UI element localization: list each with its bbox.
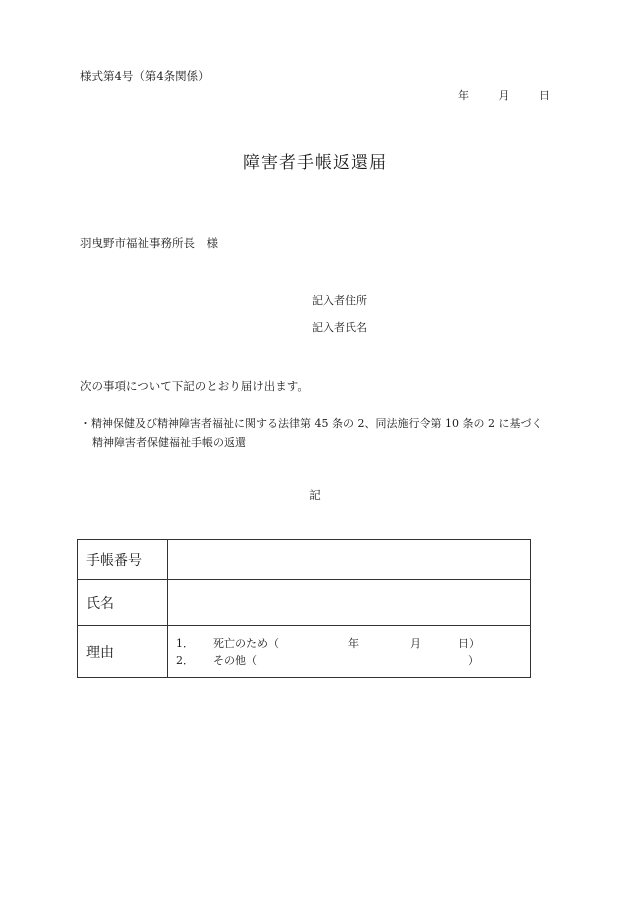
reason-1-number: 1． <box>176 636 194 650</box>
name-field[interactable] <box>168 580 531 626</box>
reason-2-close: ） <box>468 653 479 667</box>
reason-option-death[interactable] <box>168 635 530 652</box>
reason-2-text: その他（ <box>213 653 257 667</box>
reason-field[interactable] <box>168 626 531 678</box>
item-line-1: ・精神保健及び精神障害者福祉に関する法律第 45 条の 2、同法施行令第 10 条の 2 に基づく <box>80 417 543 430</box>
table-row <box>78 626 531 678</box>
item-line-2: 精神障害者保健福祉手帳の返還 <box>92 436 246 449</box>
ki-marker: 記 <box>309 488 321 502</box>
reason-2-number: 2． <box>176 653 194 667</box>
return-form-table <box>77 539 531 678</box>
form-number: 様式第4号（第4条関係） <box>80 69 210 83</box>
reason-label: 理由 <box>78 626 168 678</box>
reporter-address-label: 記入者住所 <box>312 294 367 307</box>
handbook-number-field[interactable] <box>168 540 531 580</box>
date-year: 年 <box>458 89 469 102</box>
date-month: 月 <box>498 89 510 102</box>
reason-1-text: 死亡のため（ <box>213 636 279 650</box>
handbook-number-label: 手帳番号 <box>78 540 168 580</box>
name-label: 氏名 <box>78 580 168 626</box>
reason-option-other[interactable] <box>168 652 530 669</box>
addressee: 羽曳野市福祉事務所長 様 <box>80 236 218 250</box>
reason-1-day: 日） <box>458 636 480 650</box>
table-row <box>78 540 531 580</box>
intro-text: 次の事項について下記のとおり届け出ます。 <box>80 379 309 393</box>
date-line <box>458 87 550 103</box>
document-title: 障害者手帳返還届 <box>243 153 387 173</box>
table-row <box>78 580 531 626</box>
reason-1-month: 月 <box>410 636 421 650</box>
reporter-name-label: 記入者氏名 <box>312 321 367 334</box>
date-day: 日 <box>539 89 550 102</box>
reason-1-year: 年 <box>348 636 359 650</box>
